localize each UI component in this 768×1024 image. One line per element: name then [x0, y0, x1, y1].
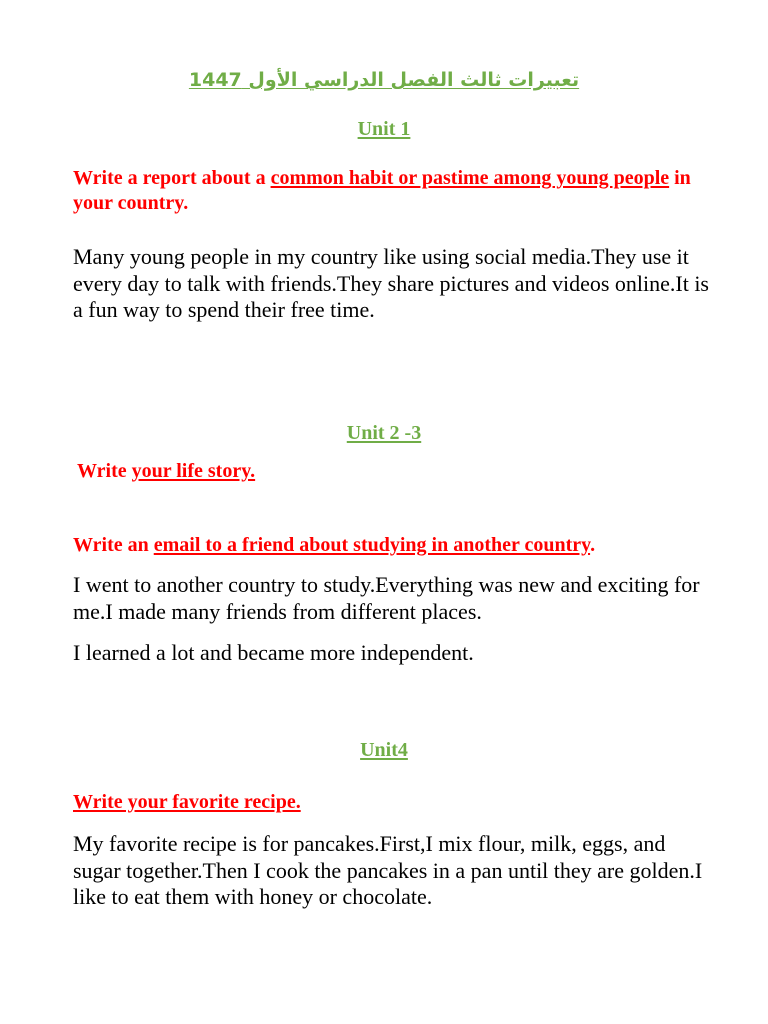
- life-story-prompt-prefix: Write: [77, 460, 132, 482]
- unit-4-title: Unit4: [360, 739, 408, 761]
- unit-1-prompt-prefix: Write a report about a: [73, 167, 271, 189]
- unit-2-3-title: Unit 2 -3: [346, 422, 422, 444]
- unit-4-prompt: [73, 790, 713, 815]
- email-prompt-prefix: Write an: [73, 534, 154, 556]
- unit-4-paragraph: My favorite recipe is for pancakes.First,I mix flour, milk, eggs, and sugar together.Then I cook the pancakes in a pan until they are golden.I like to eat them with honey or chocolate.: [73, 831, 703, 909]
- unit-1-heading: [0, 116, 768, 142]
- unit-2-3-heading: [0, 420, 768, 446]
- unit-2-3-prompt-life-story: [77, 459, 717, 484]
- unit-1-paragraph: Many young people in my country like using social media.They use it every day to talk with friends.They share pictures and videos online.It is a fun way to spend their free time.: [73, 244, 709, 322]
- unit-2-3-paragraph-2: I learned a lot and became more independent.: [73, 640, 474, 665]
- email-prompt-suffix: .: [590, 534, 596, 556]
- unit-1-prompt: [73, 166, 713, 216]
- unit-1-prompt-suffix: in your country.: [73, 167, 691, 214]
- unit-4-heading: [0, 737, 768, 763]
- unit-1-prompt-emphasis: common habit or pastime among young people: [270, 167, 670, 189]
- page-title: تعبيرات ثالث الفصل الدراسي الأول 1447: [188, 69, 580, 91]
- unit-2-3-paragraph-1: I went to another country to study.Everything was new and exciting for me.I made many friends from different places.: [73, 572, 700, 624]
- unit-2-3-prompt-email: [73, 533, 713, 558]
- email-prompt-emphasis: email to a friend about studying in another country: [153, 534, 591, 556]
- unit-1-title: Unit 1: [357, 118, 411, 140]
- life-story-prompt-emphasis: your life story.: [131, 460, 256, 482]
- unit-4-prompt-text: Write your favorite recipe.: [73, 791, 301, 813]
